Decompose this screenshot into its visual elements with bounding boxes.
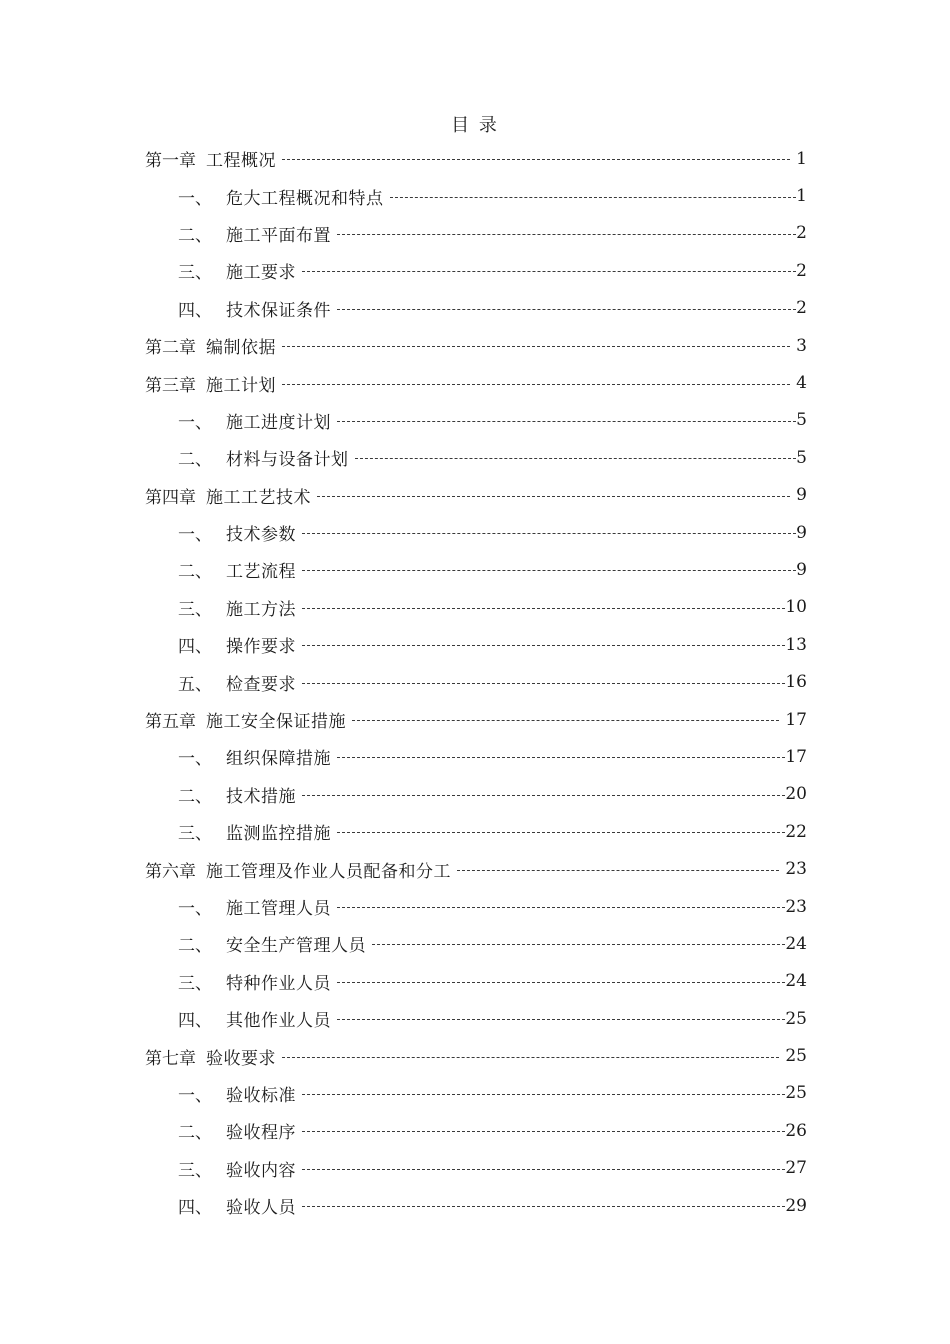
toc-page-number: 2: [796, 260, 807, 281]
toc-section-entry[interactable]: [145, 1187, 807, 1224]
toc-section-entry[interactable]: [145, 439, 807, 476]
toc-entry-number: 一、: [178, 188, 212, 209]
toc-section-entry[interactable]: [145, 290, 807, 327]
toc-title: 目 录: [451, 115, 499, 136]
toc-entry-number: 三、: [178, 973, 212, 994]
toc-entry-number: 第三章: [145, 375, 196, 396]
toc-page-number: 2: [796, 223, 807, 244]
toc-section-entry[interactable]: [145, 738, 807, 775]
toc-entry-number: 三、: [178, 824, 212, 845]
toc-entry-title: 特种作业人员: [226, 973, 331, 994]
toc-section-entry[interactable]: [145, 1150, 807, 1187]
toc-entry-title: 危大工程概况和特点: [226, 188, 384, 209]
toc-entry-number: 四、: [178, 1011, 212, 1032]
toc-entry-title: 工程概况: [206, 151, 276, 172]
toc-section-entry[interactable]: [145, 1000, 807, 1037]
toc-entry-number: 三、: [178, 1160, 212, 1181]
toc-section-entry[interactable]: [145, 813, 807, 850]
toc-leader-line: [337, 832, 785, 833]
toc-page-number: 10: [785, 597, 807, 618]
toc-page-number: 24: [785, 933, 807, 954]
toc-entry-title: 其他作业人员: [226, 1011, 331, 1032]
toc-page-number: 16: [785, 672, 807, 693]
toc-entry-number: 二、: [178, 786, 212, 807]
toc-entry-title: 施工工艺技术: [206, 487, 311, 508]
toc-entry-number: 二、: [178, 936, 212, 957]
toc-entry-title: 施工管理人员: [226, 899, 331, 919]
toc-leader-line: [282, 159, 790, 160]
toc-page-number: 27: [785, 1158, 807, 1179]
toc-entry-title: 安全生产管理人员: [226, 936, 366, 957]
toc-leader-line: [302, 645, 785, 646]
toc-leader-line: [390, 197, 797, 198]
toc-page-number: 26: [785, 1120, 807, 1141]
toc-leader-line: [302, 795, 785, 796]
toc-page-number: 3: [796, 335, 807, 356]
toc-page-number: 23: [785, 896, 807, 917]
toc-chapter-entry[interactable]: [145, 327, 807, 364]
toc-page-number: 22: [785, 821, 807, 842]
toc-page-number: 24: [785, 971, 807, 992]
toc-entry-title: 监测监控措施: [226, 824, 331, 845]
toc-entry-title: 施工平面布置: [226, 225, 331, 246]
toc-page-number: 5: [796, 447, 807, 468]
toc-leader-line: [317, 496, 790, 497]
toc-entry-title: 编制依据: [206, 338, 276, 359]
toc-page-number: 25: [785, 1083, 807, 1104]
toc-entry-title: 组织保障措施: [226, 749, 331, 770]
toc-entry-number: 二、: [178, 562, 212, 583]
toc-leader-line: [302, 1131, 785, 1132]
toc-page-number: 25: [785, 1046, 807, 1067]
toc-leader-line: [302, 1094, 785, 1095]
toc-page-number: 20: [785, 784, 807, 805]
toc-entry-title: 验收要求: [206, 1048, 276, 1069]
toc-entry-number: 四、: [178, 1198, 212, 1219]
toc-page-number: 17: [785, 709, 807, 730]
toc-leader-line: [302, 570, 796, 571]
toc-leader-line: [302, 271, 796, 272]
toc-page-number: 1: [796, 148, 807, 169]
toc-entry-number: 一、: [178, 412, 212, 433]
toc-section-entry[interactable]: [145, 177, 807, 214]
toc-entry-number: 四、: [178, 300, 212, 321]
toc-entry-title: 施工进度计划: [226, 412, 331, 433]
toc-entry-title: 技术措施: [226, 786, 296, 807]
toc-entry-title: 施工安全保证措施: [206, 712, 346, 733]
toc-page-number: 4: [796, 373, 807, 394]
toc-entry-title: 施工管理及作业人员配备和分工: [206, 861, 451, 882]
toc-section-entry[interactable]: [145, 589, 807, 626]
toc-leader-line: [337, 1019, 785, 1020]
toc-entry-title: 检查要求: [226, 674, 296, 695]
toc-entry-number: 二、: [178, 450, 212, 471]
toc-entry-number: 第二章: [145, 338, 196, 359]
toc-entry-title: 工艺流程: [226, 562, 296, 583]
toc-entry-number: 第六章: [145, 861, 196, 882]
toc-section-entry[interactable]: [145, 402, 807, 439]
toc-section-entry[interactable]: [145, 626, 807, 663]
toc-entry-number: 四、: [178, 637, 212, 658]
toc-chapter-entry[interactable]: [145, 140, 807, 177]
toc-page-number: 2: [796, 298, 807, 319]
toc-entry-number: 三、: [178, 263, 212, 284]
toc-entry-number: 第七章: [145, 1048, 196, 1069]
toc-chapter-entry[interactable]: [145, 850, 807, 887]
toc-entry-number: 一、: [178, 1085, 212, 1106]
toc-entry-number: 二、: [178, 225, 212, 246]
toc-chapter-entry[interactable]: [145, 701, 807, 738]
toc-chapter-entry[interactable]: [145, 364, 807, 401]
toc-entry-number: 三、: [178, 599, 212, 620]
toc-leader-line: [337, 757, 785, 758]
toc-leader-line: [302, 533, 796, 534]
toc-entry-title: 施工计划: [206, 375, 276, 396]
toc-entry-title: 技术保证条件: [226, 300, 331, 321]
toc-page-number: 29: [785, 1195, 807, 1216]
toc-entry-title: 验收程序: [226, 1123, 296, 1144]
toc-leader-line: [372, 944, 785, 945]
toc-section-entry[interactable]: [145, 514, 807, 551]
toc-leader-line: [282, 384, 790, 385]
toc-leader-line: [282, 1057, 779, 1058]
toc-entry-title: 验收人员: [226, 1198, 296, 1219]
toc-leader-line: [337, 982, 785, 983]
toc-entry-title: 操作要求: [226, 637, 296, 658]
toc-leader-line: [302, 1169, 785, 1170]
toc-section-entry[interactable]: [145, 888, 807, 925]
toc-page-number: 13: [785, 634, 807, 655]
toc-leader-line: [302, 608, 785, 609]
toc-section-entry[interactable]: [145, 1112, 807, 1149]
toc-leader-line: [337, 907, 785, 908]
toc-entry-title: 材料与设备计划: [226, 450, 349, 471]
toc-leader-line: [337, 234, 796, 235]
toc-chapter-entry[interactable]: [145, 1037, 807, 1074]
toc-section-entry[interactable]: [145, 925, 807, 962]
toc-section-entry[interactable]: [145, 776, 807, 813]
toc-entry-number: 五、: [178, 674, 212, 695]
toc-page-number: 5: [796, 410, 807, 431]
toc-section-entry[interactable]: [145, 963, 807, 1000]
toc-leader-line: [302, 1206, 785, 1207]
toc-entry-title: 施工方法: [226, 599, 296, 620]
toc-entry-number: 一、: [178, 525, 212, 546]
toc-entry-title: 验收标准: [226, 1085, 296, 1106]
toc-entry-title: 技术参数: [226, 525, 296, 546]
toc-leader-line: [355, 458, 797, 459]
toc-entry-number: 一、: [178, 899, 212, 919]
toc-entry-title: 施工要求: [226, 263, 296, 284]
toc-page-number: 23: [785, 859, 807, 880]
toc-page-number: 1: [796, 186, 807, 207]
toc-entry-number: 第一章: [145, 151, 196, 172]
toc-page-number: 9: [796, 485, 807, 506]
toc-entry-title: 验收内容: [226, 1160, 296, 1181]
toc-page-number: 9: [796, 559, 807, 580]
toc-section-entry[interactable]: [145, 551, 807, 588]
toc-entry-number: 第五章: [145, 712, 196, 733]
toc-leader-line: [302, 683, 785, 684]
toc-leader-line: [352, 720, 779, 721]
toc-entry-number: 一、: [178, 749, 212, 770]
toc-section-entry[interactable]: [145, 1075, 807, 1112]
toc-leader-line: [457, 870, 779, 871]
toc-leader-line: [282, 346, 790, 347]
toc-entry-number: 二、: [178, 1123, 212, 1144]
toc-page-number: 25: [785, 1008, 807, 1029]
toc-page-number: 9: [796, 522, 807, 543]
toc-section-entry[interactable]: [145, 252, 807, 289]
table-of-contents: [145, 140, 807, 1224]
toc-section-entry[interactable]: [145, 663, 807, 700]
toc-page-number: 17: [785, 746, 807, 767]
toc-leader-line: [337, 309, 796, 310]
toc-section-entry[interactable]: [145, 215, 807, 252]
toc-chapter-entry[interactable]: [145, 477, 807, 514]
toc-leader-line: [337, 421, 796, 422]
toc-entry-number: 第四章: [145, 487, 196, 508]
